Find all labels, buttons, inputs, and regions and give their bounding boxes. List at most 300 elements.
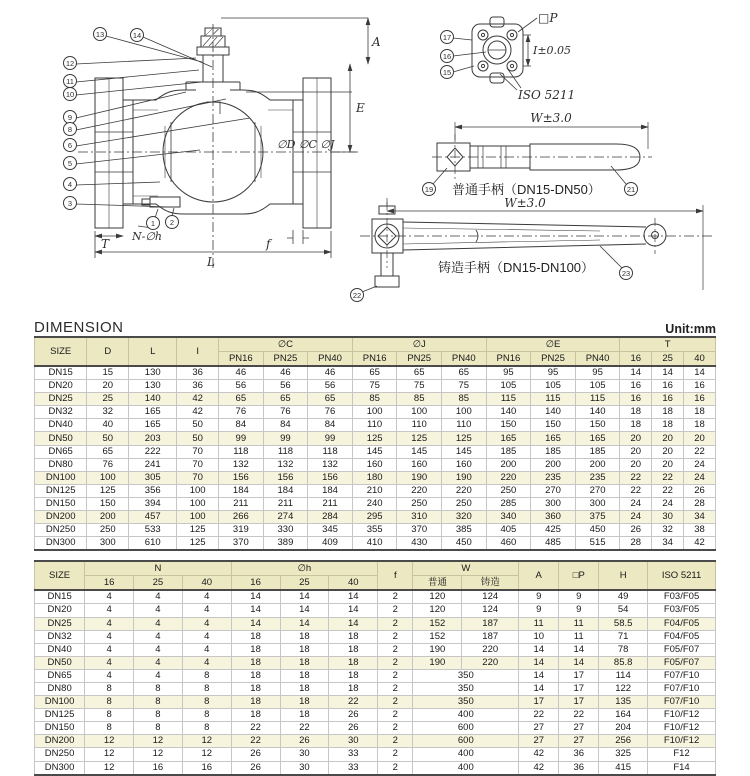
cell: 125 bbox=[177, 537, 219, 551]
cell: 2 bbox=[378, 709, 413, 722]
cell: 220 bbox=[397, 484, 442, 497]
cell: 95 bbox=[531, 366, 576, 380]
table-row bbox=[35, 511, 716, 524]
cell: 30 bbox=[652, 511, 684, 524]
cell: 300 bbox=[87, 537, 129, 551]
cell: 99 bbox=[219, 432, 264, 445]
cell: 200 bbox=[87, 511, 129, 524]
cell: 250 bbox=[397, 497, 442, 510]
table-row bbox=[35, 537, 716, 551]
table1-header bbox=[35, 337, 716, 366]
cell: 12 bbox=[134, 735, 183, 748]
cell: DN32 bbox=[35, 406, 87, 419]
table-row bbox=[35, 630, 716, 643]
cell: 50 bbox=[177, 432, 219, 445]
cell: 12 bbox=[134, 748, 183, 761]
table-row bbox=[35, 682, 716, 695]
callout-number: 22 bbox=[352, 291, 362, 300]
cell: 394 bbox=[129, 497, 177, 510]
cell: 211 bbox=[308, 497, 353, 510]
cell: 10 bbox=[519, 630, 559, 643]
cell: 12 bbox=[85, 735, 134, 748]
cell: 65 bbox=[397, 366, 442, 380]
cell: 32 bbox=[652, 524, 684, 537]
cell: 165 bbox=[129, 419, 177, 432]
cell: 42 bbox=[519, 748, 559, 761]
cell: 156 bbox=[219, 471, 264, 484]
cell: 76 bbox=[87, 458, 129, 471]
cell: 145 bbox=[442, 445, 487, 458]
cell: 46 bbox=[219, 366, 264, 380]
cell: 24 bbox=[684, 458, 716, 471]
cell: 356 bbox=[129, 484, 177, 497]
cell: 256 bbox=[599, 735, 648, 748]
cell: 18 bbox=[231, 709, 280, 722]
cell: 42 bbox=[177, 393, 219, 406]
cell: 460 bbox=[486, 537, 531, 551]
table-row bbox=[35, 445, 716, 458]
subcol-pn16: PN16 bbox=[352, 352, 397, 367]
subcol-pn16: PN16 bbox=[219, 352, 264, 367]
cell: 18 bbox=[231, 656, 280, 669]
cell: 4 bbox=[182, 604, 231, 617]
cell: 110 bbox=[397, 419, 442, 432]
subcol-25: 25 bbox=[652, 352, 684, 367]
cell: 190 bbox=[442, 471, 487, 484]
cell: 26 bbox=[231, 761, 280, 775]
cell: 325 bbox=[599, 748, 648, 761]
cell: 310 bbox=[397, 511, 442, 524]
cell: 118 bbox=[308, 445, 353, 458]
dim-label-f: f bbox=[266, 237, 271, 251]
dimension-table-1 bbox=[34, 336, 716, 551]
col-group-j: ∅J bbox=[352, 337, 486, 352]
cell: 160 bbox=[442, 458, 487, 471]
cell: 27 bbox=[519, 722, 559, 735]
cell: 114 bbox=[599, 669, 648, 682]
cell: 22 bbox=[559, 709, 599, 722]
col-group-c: ∅C bbox=[219, 337, 353, 352]
cell: DN125 bbox=[35, 709, 85, 722]
cell: 26 bbox=[231, 748, 280, 761]
cell: 22 bbox=[329, 696, 378, 709]
cell: 8 bbox=[85, 682, 134, 695]
cell: 95 bbox=[486, 366, 531, 380]
section-header bbox=[34, 314, 716, 336]
cell: 4 bbox=[182, 643, 231, 656]
cell: 8 bbox=[182, 669, 231, 682]
cell: 4 bbox=[134, 604, 183, 617]
cell: 14 bbox=[519, 656, 559, 669]
subcol-40: 40 bbox=[684, 352, 716, 367]
cell: 250 bbox=[87, 524, 129, 537]
cell: 184 bbox=[308, 484, 353, 497]
iso5211-label: ISO 5211 bbox=[518, 88, 576, 102]
cell: 4 bbox=[182, 617, 231, 630]
cell: 2 bbox=[378, 748, 413, 761]
cell: 76 bbox=[308, 406, 353, 419]
cell: 200 bbox=[486, 458, 531, 471]
cell: 26 bbox=[329, 722, 378, 735]
cell: F12 bbox=[648, 748, 716, 761]
cell: 20 bbox=[620, 432, 652, 445]
cell: 50 bbox=[87, 432, 129, 445]
cell: F07/F10 bbox=[648, 696, 716, 709]
cell: 145 bbox=[352, 445, 397, 458]
cell: 14 bbox=[329, 617, 378, 630]
cell: 8 bbox=[134, 722, 183, 735]
table-row bbox=[35, 366, 716, 380]
cell: 76 bbox=[219, 406, 264, 419]
subcol-40: 40 bbox=[329, 576, 378, 591]
cell: DN150 bbox=[35, 497, 87, 510]
subcol-cast-handle: 铸造 bbox=[462, 576, 519, 591]
cell: 22 bbox=[231, 722, 280, 735]
cell: 18 bbox=[684, 406, 716, 419]
cell: 14 bbox=[519, 682, 559, 695]
cell: 14 bbox=[280, 590, 329, 604]
cell: 18 bbox=[231, 643, 280, 656]
cell: 187 bbox=[462, 630, 519, 643]
cell: F10/F12 bbox=[648, 722, 716, 735]
col-group-e: ∅E bbox=[486, 337, 620, 352]
subcol-pn40: PN40 bbox=[308, 352, 353, 367]
cell: 200 bbox=[575, 458, 620, 471]
cell: 350 bbox=[413, 696, 519, 709]
cell: 164 bbox=[599, 709, 648, 722]
cell: 84 bbox=[308, 419, 353, 432]
subcol-pn40: PN40 bbox=[575, 352, 620, 367]
cell: 115 bbox=[575, 393, 620, 406]
cell: 18 bbox=[652, 406, 684, 419]
cell: 28 bbox=[620, 537, 652, 551]
cell: 84 bbox=[219, 419, 264, 432]
cell: 250 bbox=[442, 497, 487, 510]
cell: 95 bbox=[575, 366, 620, 380]
cell: DN200 bbox=[35, 511, 87, 524]
cell: DN125 bbox=[35, 484, 87, 497]
cell: 184 bbox=[219, 484, 264, 497]
cell: 18 bbox=[280, 630, 329, 643]
table-row bbox=[35, 419, 716, 432]
cell: 14 bbox=[519, 669, 559, 682]
cell: 389 bbox=[263, 537, 308, 551]
cell: 266 bbox=[219, 511, 264, 524]
cell: 105 bbox=[486, 380, 531, 393]
cell: 65 bbox=[87, 445, 129, 458]
cell: DN200 bbox=[35, 735, 85, 748]
cell: 18 bbox=[231, 669, 280, 682]
valve-drawing-svg bbox=[0, 0, 750, 312]
cell: DN20 bbox=[35, 604, 85, 617]
cell: 4 bbox=[182, 630, 231, 643]
table2-body bbox=[35, 590, 716, 774]
cell: F04/F05 bbox=[648, 617, 716, 630]
cell: 17 bbox=[559, 669, 599, 682]
svg-text:13: 13 bbox=[95, 30, 105, 39]
cell: 49 bbox=[599, 590, 648, 604]
table-row bbox=[35, 643, 716, 656]
cell: 250 bbox=[486, 484, 531, 497]
cell: 600 bbox=[413, 735, 519, 748]
cell: 15 bbox=[87, 366, 129, 380]
cell: 285 bbox=[486, 497, 531, 510]
cell: 14 bbox=[559, 643, 599, 656]
cell: 124 bbox=[462, 604, 519, 617]
cell: DN50 bbox=[35, 656, 85, 669]
table-row bbox=[35, 458, 716, 471]
cell: 30 bbox=[280, 748, 329, 761]
cell: 2 bbox=[378, 590, 413, 604]
cell: 220 bbox=[462, 656, 519, 669]
cell: 20 bbox=[652, 432, 684, 445]
svg-text:15: 15 bbox=[442, 68, 452, 77]
cell: 4 bbox=[85, 643, 134, 656]
cell: 140 bbox=[575, 406, 620, 419]
cell: 150 bbox=[575, 419, 620, 432]
cell: 27 bbox=[519, 735, 559, 748]
dimension-table-2 bbox=[34, 560, 716, 775]
cell: 25 bbox=[87, 393, 129, 406]
cell: 125 bbox=[352, 432, 397, 445]
dim-label-diameters: ∅D ∅C ∅J bbox=[277, 138, 335, 151]
page-title: DIMENSION bbox=[34, 319, 124, 336]
cell: 152 bbox=[413, 630, 462, 643]
cell: 34 bbox=[652, 537, 684, 551]
table-row bbox=[35, 471, 716, 484]
svg-text:1: 1 bbox=[150, 219, 156, 228]
cell: 100 bbox=[177, 497, 219, 510]
cell: 75 bbox=[397, 380, 442, 393]
svg-text:3: 3 bbox=[67, 199, 73, 208]
cell: 42 bbox=[684, 537, 716, 551]
cell: 65 bbox=[219, 393, 264, 406]
cell: 4 bbox=[182, 590, 231, 604]
cell: 14 bbox=[559, 656, 599, 669]
cell: 18 bbox=[329, 630, 378, 643]
cell: 515 bbox=[575, 537, 620, 551]
cell: 71 bbox=[599, 630, 648, 643]
svg-text:10: 10 bbox=[65, 90, 75, 99]
cell: 320 bbox=[442, 511, 487, 524]
cell: 14 bbox=[280, 604, 329, 617]
cell: 22 bbox=[280, 722, 329, 735]
cell: 125 bbox=[177, 524, 219, 537]
cell: 16 bbox=[652, 393, 684, 406]
cast-handle-view bbox=[360, 198, 712, 292]
cell: 211 bbox=[219, 497, 264, 510]
cell: 185 bbox=[486, 445, 531, 458]
cell: 58.5 bbox=[599, 617, 648, 630]
dim-label-n-holes: N-∅h bbox=[132, 230, 163, 243]
cell: 300 bbox=[575, 497, 620, 510]
cell: 187 bbox=[462, 617, 519, 630]
subcol-16: 16 bbox=[620, 352, 652, 367]
cell: 4 bbox=[134, 656, 183, 669]
dim-label-a: A bbox=[372, 35, 381, 49]
cell: DN80 bbox=[35, 458, 87, 471]
cell: 156 bbox=[263, 471, 308, 484]
cell: 27 bbox=[559, 735, 599, 748]
cell: F07/F10 bbox=[648, 682, 716, 695]
cell: 120 bbox=[413, 590, 462, 604]
cell: 132 bbox=[308, 458, 353, 471]
cell: 145 bbox=[397, 445, 442, 458]
subcol-25: 25 bbox=[134, 576, 183, 591]
cell: 8 bbox=[134, 682, 183, 695]
cell: 14 bbox=[684, 366, 716, 380]
cell: 100 bbox=[442, 406, 487, 419]
cell: 18 bbox=[280, 696, 329, 709]
cell: 2 bbox=[378, 669, 413, 682]
cell: 30 bbox=[280, 761, 329, 775]
cell: 4 bbox=[134, 590, 183, 604]
cell: 22 bbox=[652, 471, 684, 484]
cell: 24 bbox=[620, 497, 652, 510]
cell: 11 bbox=[519, 617, 559, 630]
cell: 14 bbox=[519, 643, 559, 656]
cell: F14 bbox=[648, 761, 716, 775]
cell: 222 bbox=[129, 445, 177, 458]
cell: 533 bbox=[129, 524, 177, 537]
callout-number: 21 bbox=[626, 185, 636, 194]
cell: 27 bbox=[559, 722, 599, 735]
cell: 115 bbox=[531, 393, 576, 406]
cell: 16 bbox=[134, 761, 183, 775]
table-row bbox=[35, 696, 716, 709]
cell: 16 bbox=[620, 393, 652, 406]
cell: 2 bbox=[378, 656, 413, 669]
cell: 70 bbox=[177, 471, 219, 484]
cell: 18 bbox=[280, 643, 329, 656]
technical-drawing bbox=[0, 0, 750, 312]
cell: DN80 bbox=[35, 682, 85, 695]
cell: 18 bbox=[231, 630, 280, 643]
cell: 56 bbox=[308, 380, 353, 393]
cell: 220 bbox=[462, 643, 519, 656]
subcol-pn25: PN25 bbox=[531, 352, 576, 367]
cell: 18 bbox=[684, 419, 716, 432]
cell: 11 bbox=[559, 617, 599, 630]
cell: 22 bbox=[620, 471, 652, 484]
cell: 30 bbox=[329, 735, 378, 748]
cell: 410 bbox=[352, 537, 397, 551]
callout-numbers-top-view bbox=[443, 33, 451, 77]
callout-balloons-main bbox=[64, 28, 179, 230]
cell: 8 bbox=[182, 682, 231, 695]
cell: 4 bbox=[182, 656, 231, 669]
cell: DN15 bbox=[35, 590, 85, 604]
cell: 150 bbox=[486, 419, 531, 432]
table-row bbox=[35, 709, 716, 722]
cell: 22 bbox=[684, 445, 716, 458]
cell: 375 bbox=[575, 511, 620, 524]
lever-handle-caption: 普通手柄（DN15-DN50） bbox=[452, 182, 601, 197]
cell: 132 bbox=[263, 458, 308, 471]
col-size: SIZE bbox=[35, 561, 85, 590]
cell: 184 bbox=[263, 484, 308, 497]
cell: 210 bbox=[352, 484, 397, 497]
cell: 305 bbox=[129, 471, 177, 484]
cell: 18 bbox=[231, 696, 280, 709]
cell: 180 bbox=[352, 471, 397, 484]
cell: 100 bbox=[87, 471, 129, 484]
cell: 2 bbox=[378, 643, 413, 656]
cell: DN100 bbox=[35, 471, 87, 484]
cell: 11 bbox=[559, 630, 599, 643]
cell: 4 bbox=[85, 604, 134, 617]
table-row bbox=[35, 748, 716, 761]
cell: 300 bbox=[531, 497, 576, 510]
cell: 2 bbox=[378, 630, 413, 643]
cell: 110 bbox=[442, 419, 487, 432]
unit-label: Unit:mm bbox=[665, 322, 716, 336]
cell: 17 bbox=[559, 682, 599, 695]
table-row bbox=[35, 735, 716, 748]
table-row bbox=[35, 484, 716, 497]
cell: 65 bbox=[308, 393, 353, 406]
cell: 140 bbox=[129, 393, 177, 406]
cell: 100 bbox=[352, 406, 397, 419]
svg-text:12: 12 bbox=[65, 59, 75, 68]
dim-label-l: L bbox=[207, 255, 215, 269]
cell: 85 bbox=[442, 393, 487, 406]
subcol-standard-handle: 普通 bbox=[413, 576, 462, 591]
cell: 20 bbox=[620, 458, 652, 471]
cell: 156 bbox=[308, 471, 353, 484]
subcol-pn40: PN40 bbox=[442, 352, 487, 367]
table-row bbox=[35, 393, 716, 406]
cell: DN100 bbox=[35, 696, 85, 709]
cell: 36 bbox=[177, 366, 219, 380]
cell: 4 bbox=[134, 643, 183, 656]
cell: DN15 bbox=[35, 366, 87, 380]
cell: 270 bbox=[531, 484, 576, 497]
dim-label-e: E bbox=[356, 101, 365, 115]
cell: 12 bbox=[182, 748, 231, 761]
cell: 160 bbox=[352, 458, 397, 471]
table-row bbox=[35, 590, 716, 604]
cell: DN250 bbox=[35, 748, 85, 761]
cell: 330 bbox=[263, 524, 308, 537]
callout-number: 23 bbox=[621, 269, 631, 278]
svg-text:5: 5 bbox=[67, 159, 73, 168]
cell: 22 bbox=[620, 484, 652, 497]
cell: 430 bbox=[397, 537, 442, 551]
col-size: SIZE bbox=[35, 337, 87, 366]
cell: 26 bbox=[620, 524, 652, 537]
subcol-pn25: PN25 bbox=[263, 352, 308, 367]
cell: 118 bbox=[263, 445, 308, 458]
cell: DN25 bbox=[35, 617, 85, 630]
cell: 4 bbox=[85, 590, 134, 604]
cell: 36 bbox=[559, 748, 599, 761]
svg-text:14: 14 bbox=[132, 31, 142, 40]
table-row bbox=[35, 761, 716, 775]
cell: 4 bbox=[85, 630, 134, 643]
cell: 70 bbox=[177, 458, 219, 471]
cell: DN300 bbox=[35, 761, 85, 775]
cell: F07/F10 bbox=[648, 669, 716, 682]
cell: 450 bbox=[442, 537, 487, 551]
cell: 18 bbox=[329, 682, 378, 695]
cell: 33 bbox=[329, 761, 378, 775]
cell: 118 bbox=[219, 445, 264, 458]
cell: 100 bbox=[177, 511, 219, 524]
cell: 355 bbox=[352, 524, 397, 537]
cell: DN250 bbox=[35, 524, 87, 537]
cell: 33 bbox=[329, 748, 378, 761]
